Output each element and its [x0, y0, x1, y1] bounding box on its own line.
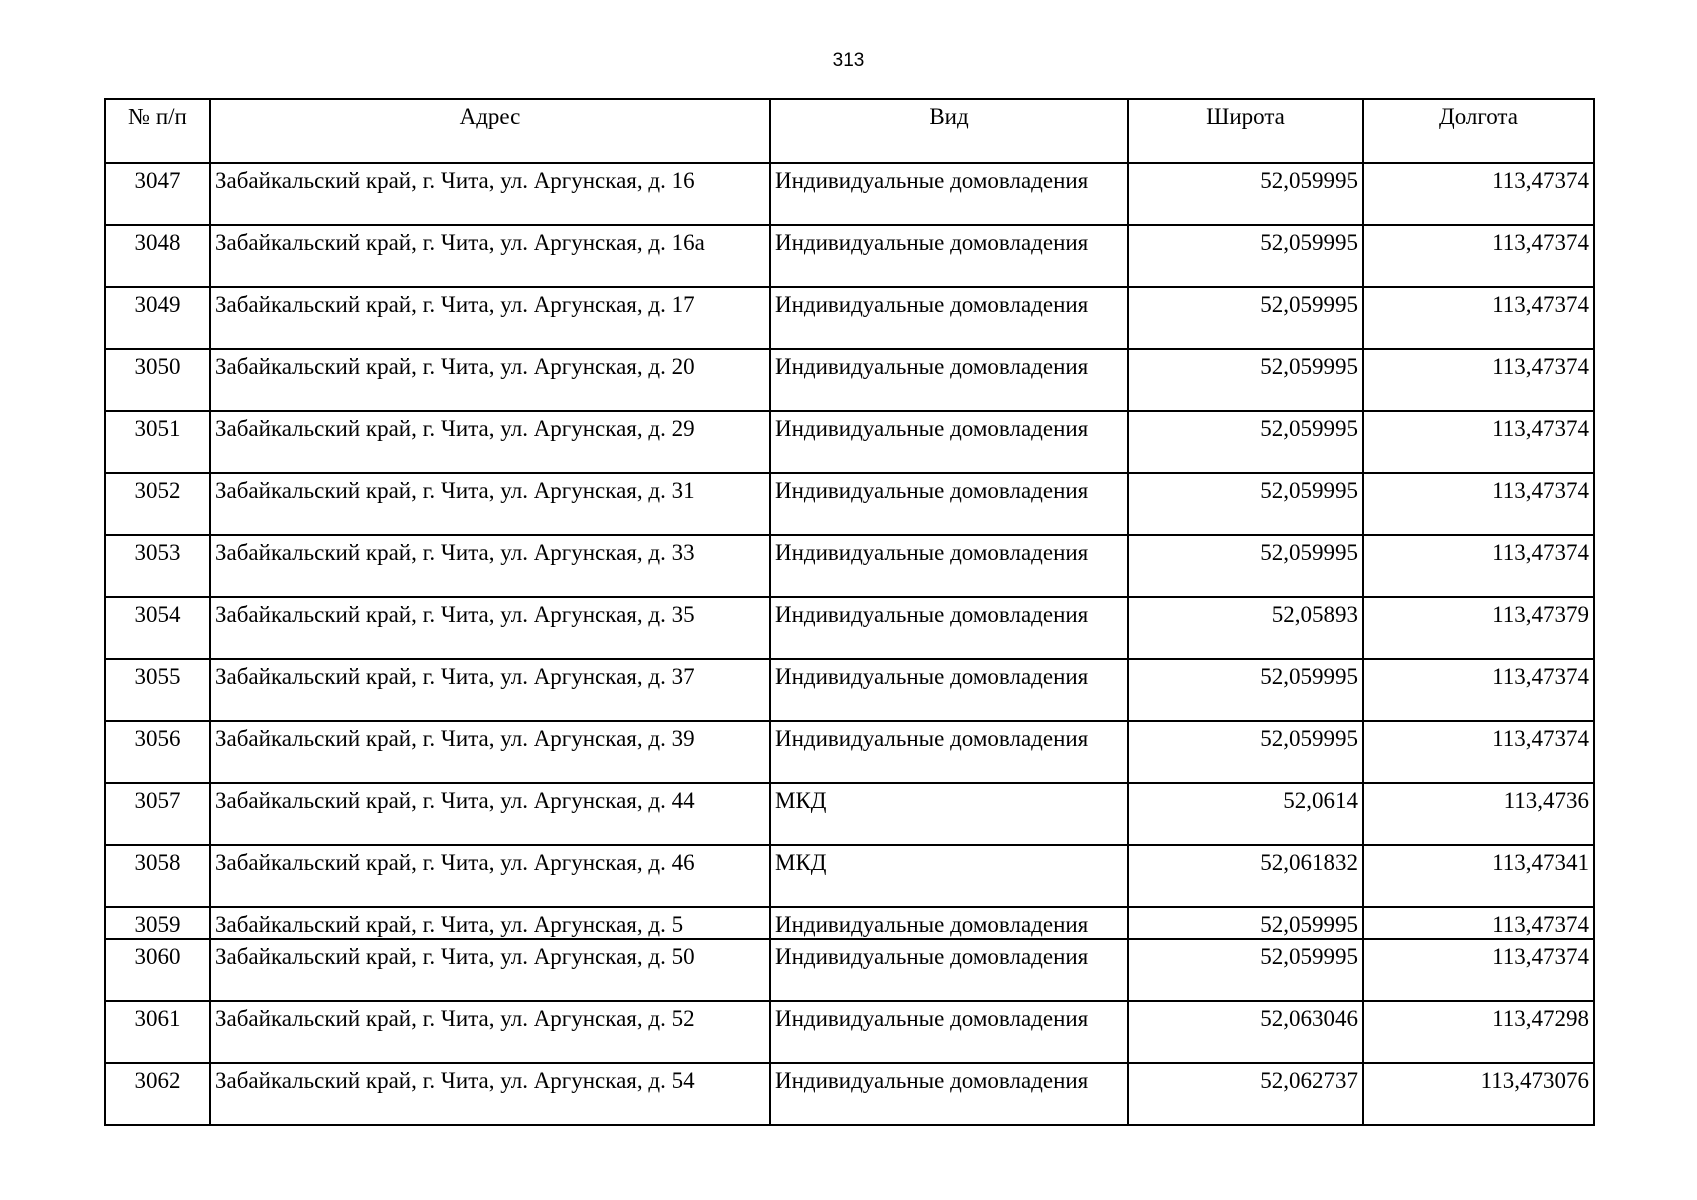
row-num: 3057 — [105, 783, 210, 845]
row-longitude: 113,47374 — [1363, 659, 1594, 721]
header-latitude: Широта — [1128, 99, 1363, 163]
table-row — [105, 845, 1594, 907]
row-type: МКД — [770, 845, 1128, 907]
row-longitude: 113,47374 — [1363, 411, 1594, 473]
header-longitude: Долгота — [1363, 99, 1594, 163]
row-latitude: 52,059995 — [1128, 721, 1363, 783]
row-type: Индивидуальные домовладения — [770, 721, 1128, 783]
row-num: 3055 — [105, 659, 210, 721]
table-row — [105, 721, 1594, 783]
row-address: Забайкальский край, г. Чита, ул. Аргунская, д. 33 — [210, 535, 770, 597]
row-longitude: 113,47379 — [1363, 597, 1594, 659]
row-latitude: 52,059995 — [1128, 535, 1363, 597]
table-row — [105, 163, 1594, 225]
row-num: 3047 — [105, 163, 210, 225]
row-latitude: 52,059995 — [1128, 473, 1363, 535]
row-latitude: 52,05893 — [1128, 597, 1363, 659]
row-type: МКД — [770, 783, 1128, 845]
header-num: № п/п — [105, 99, 210, 163]
row-latitude: 52,059995 — [1128, 225, 1363, 287]
row-num: 3048 — [105, 225, 210, 287]
row-type: Индивидуальные домовладения — [770, 659, 1128, 721]
row-address: Забайкальский край, г. Чита, ул. Аргунская, д. 50 — [210, 939, 770, 1001]
row-latitude: 52,059995 — [1128, 163, 1363, 225]
row-num: 3049 — [105, 287, 210, 349]
row-num: 3052 — [105, 473, 210, 535]
row-latitude: 52,059995 — [1128, 349, 1363, 411]
row-latitude: 52,059995 — [1128, 907, 1363, 939]
row-longitude: 113,47374 — [1363, 163, 1594, 225]
row-address: Забайкальский край, г. Чита, ул. Аргунская, д. 5 — [210, 907, 770, 939]
row-longitude: 113,47374 — [1363, 907, 1594, 939]
row-address: Забайкальский край, г. Чита, ул. Аргунская, д. 16 — [210, 163, 770, 225]
table-row — [105, 939, 1594, 1001]
row-longitude: 113,47341 — [1363, 845, 1594, 907]
table-row — [105, 411, 1594, 473]
row-address: Забайкальский край, г. Чита, ул. Аргунская, д. 31 — [210, 473, 770, 535]
row-num: 3053 — [105, 535, 210, 597]
row-address: Забайкальский край, г. Чита, ул. Аргунская, д. 20 — [210, 349, 770, 411]
row-type: Индивидуальные домовладения — [770, 411, 1128, 473]
row-num: 3061 — [105, 1001, 210, 1063]
row-address: Забайкальский край, г. Чита, ул. Аргунская, д. 52 — [210, 1001, 770, 1063]
row-type: Индивидуальные домовладения — [770, 1001, 1128, 1063]
row-address: Забайкальский край, г. Чита, ул. Аргунская, д. 37 — [210, 659, 770, 721]
row-type: Индивидуальные домовладения — [770, 287, 1128, 349]
row-type: Индивидуальные домовладения — [770, 535, 1128, 597]
row-num: 3062 — [105, 1063, 210, 1125]
row-type: Индивидуальные домовладения — [770, 939, 1128, 1001]
row-latitude: 52,059995 — [1128, 659, 1363, 721]
row-longitude: 113,47374 — [1363, 721, 1594, 783]
row-latitude: 52,062737 — [1128, 1063, 1363, 1125]
row-type: Индивидуальные домовладения — [770, 163, 1128, 225]
table-row — [105, 349, 1594, 411]
row-address: Забайкальский край, г. Чита, ул. Аргунская, д. 35 — [210, 597, 770, 659]
row-latitude: 52,0614 — [1128, 783, 1363, 845]
row-num: 3054 — [105, 597, 210, 659]
row-latitude: 52,059995 — [1128, 411, 1363, 473]
row-num: 3059 — [105, 907, 210, 939]
row-latitude: 52,061832 — [1128, 845, 1363, 907]
table-row — [105, 1001, 1594, 1063]
table-row — [105, 1063, 1594, 1125]
page-number: 313 — [832, 50, 865, 71]
table-row — [105, 535, 1594, 597]
row-latitude: 52,059995 — [1128, 287, 1363, 349]
row-type: Индивидуальные домовладения — [770, 349, 1128, 411]
row-longitude: 113,47298 — [1363, 1001, 1594, 1063]
row-latitude: 52,059995 — [1128, 939, 1363, 1001]
row-num: 3050 — [105, 349, 210, 411]
row-longitude: 113,47374 — [1363, 535, 1594, 597]
row-longitude: 113,47374 — [1363, 349, 1594, 411]
row-num: 3051 — [105, 411, 210, 473]
address-table — [104, 98, 1595, 1126]
row-longitude: 113,47374 — [1363, 225, 1594, 287]
row-longitude: 113,47374 — [1363, 939, 1594, 1001]
row-longitude: 113,47374 — [1363, 473, 1594, 535]
row-longitude: 113,4736 — [1363, 783, 1594, 845]
header-address: Адрес — [210, 99, 770, 163]
table-row — [105, 907, 1594, 939]
row-num: 3060 — [105, 939, 210, 1001]
row-longitude: 113,473076 — [1363, 1063, 1594, 1125]
header-type: Вид — [770, 99, 1128, 163]
table-row — [105, 783, 1594, 845]
row-longitude: 113,47374 — [1363, 287, 1594, 349]
row-address: Забайкальский край, г. Чита, ул. Аргунская, д. 39 — [210, 721, 770, 783]
row-type: Индивидуальные домовладения — [770, 225, 1128, 287]
row-num: 3056 — [105, 721, 210, 783]
row-address: Забайкальский край, г. Чита, ул. Аргунская, д. 46 — [210, 845, 770, 907]
header-row — [105, 99, 1594, 163]
row-type: Индивидуальные домовладения — [770, 907, 1128, 939]
row-type: Индивидуальные домовладения — [770, 473, 1128, 535]
row-num: 3058 — [105, 845, 210, 907]
table-row — [105, 225, 1594, 287]
table-row — [105, 597, 1594, 659]
row-address: Забайкальский край, г. Чита, ул. Аргунская, д. 16а — [210, 225, 770, 287]
row-address: Забайкальский край, г. Чита, ул. Аргунская, д. 29 — [210, 411, 770, 473]
row-type: Индивидуальные домовладения — [770, 597, 1128, 659]
row-address: Забайкальский край, г. Чита, ул. Аргунская, д. 17 — [210, 287, 770, 349]
table-row — [105, 473, 1594, 535]
row-address: Забайкальский край, г. Чита, ул. Аргунская, д. 54 — [210, 1063, 770, 1125]
row-type: Индивидуальные домовладения — [770, 1063, 1128, 1125]
table-row — [105, 659, 1594, 721]
table-header — [105, 99, 1594, 163]
table-row — [105, 287, 1594, 349]
row-latitude: 52,063046 — [1128, 1001, 1363, 1063]
table-body — [105, 163, 1594, 1125]
row-address: Забайкальский край, г. Чита, ул. Аргунская, д. 44 — [210, 783, 770, 845]
